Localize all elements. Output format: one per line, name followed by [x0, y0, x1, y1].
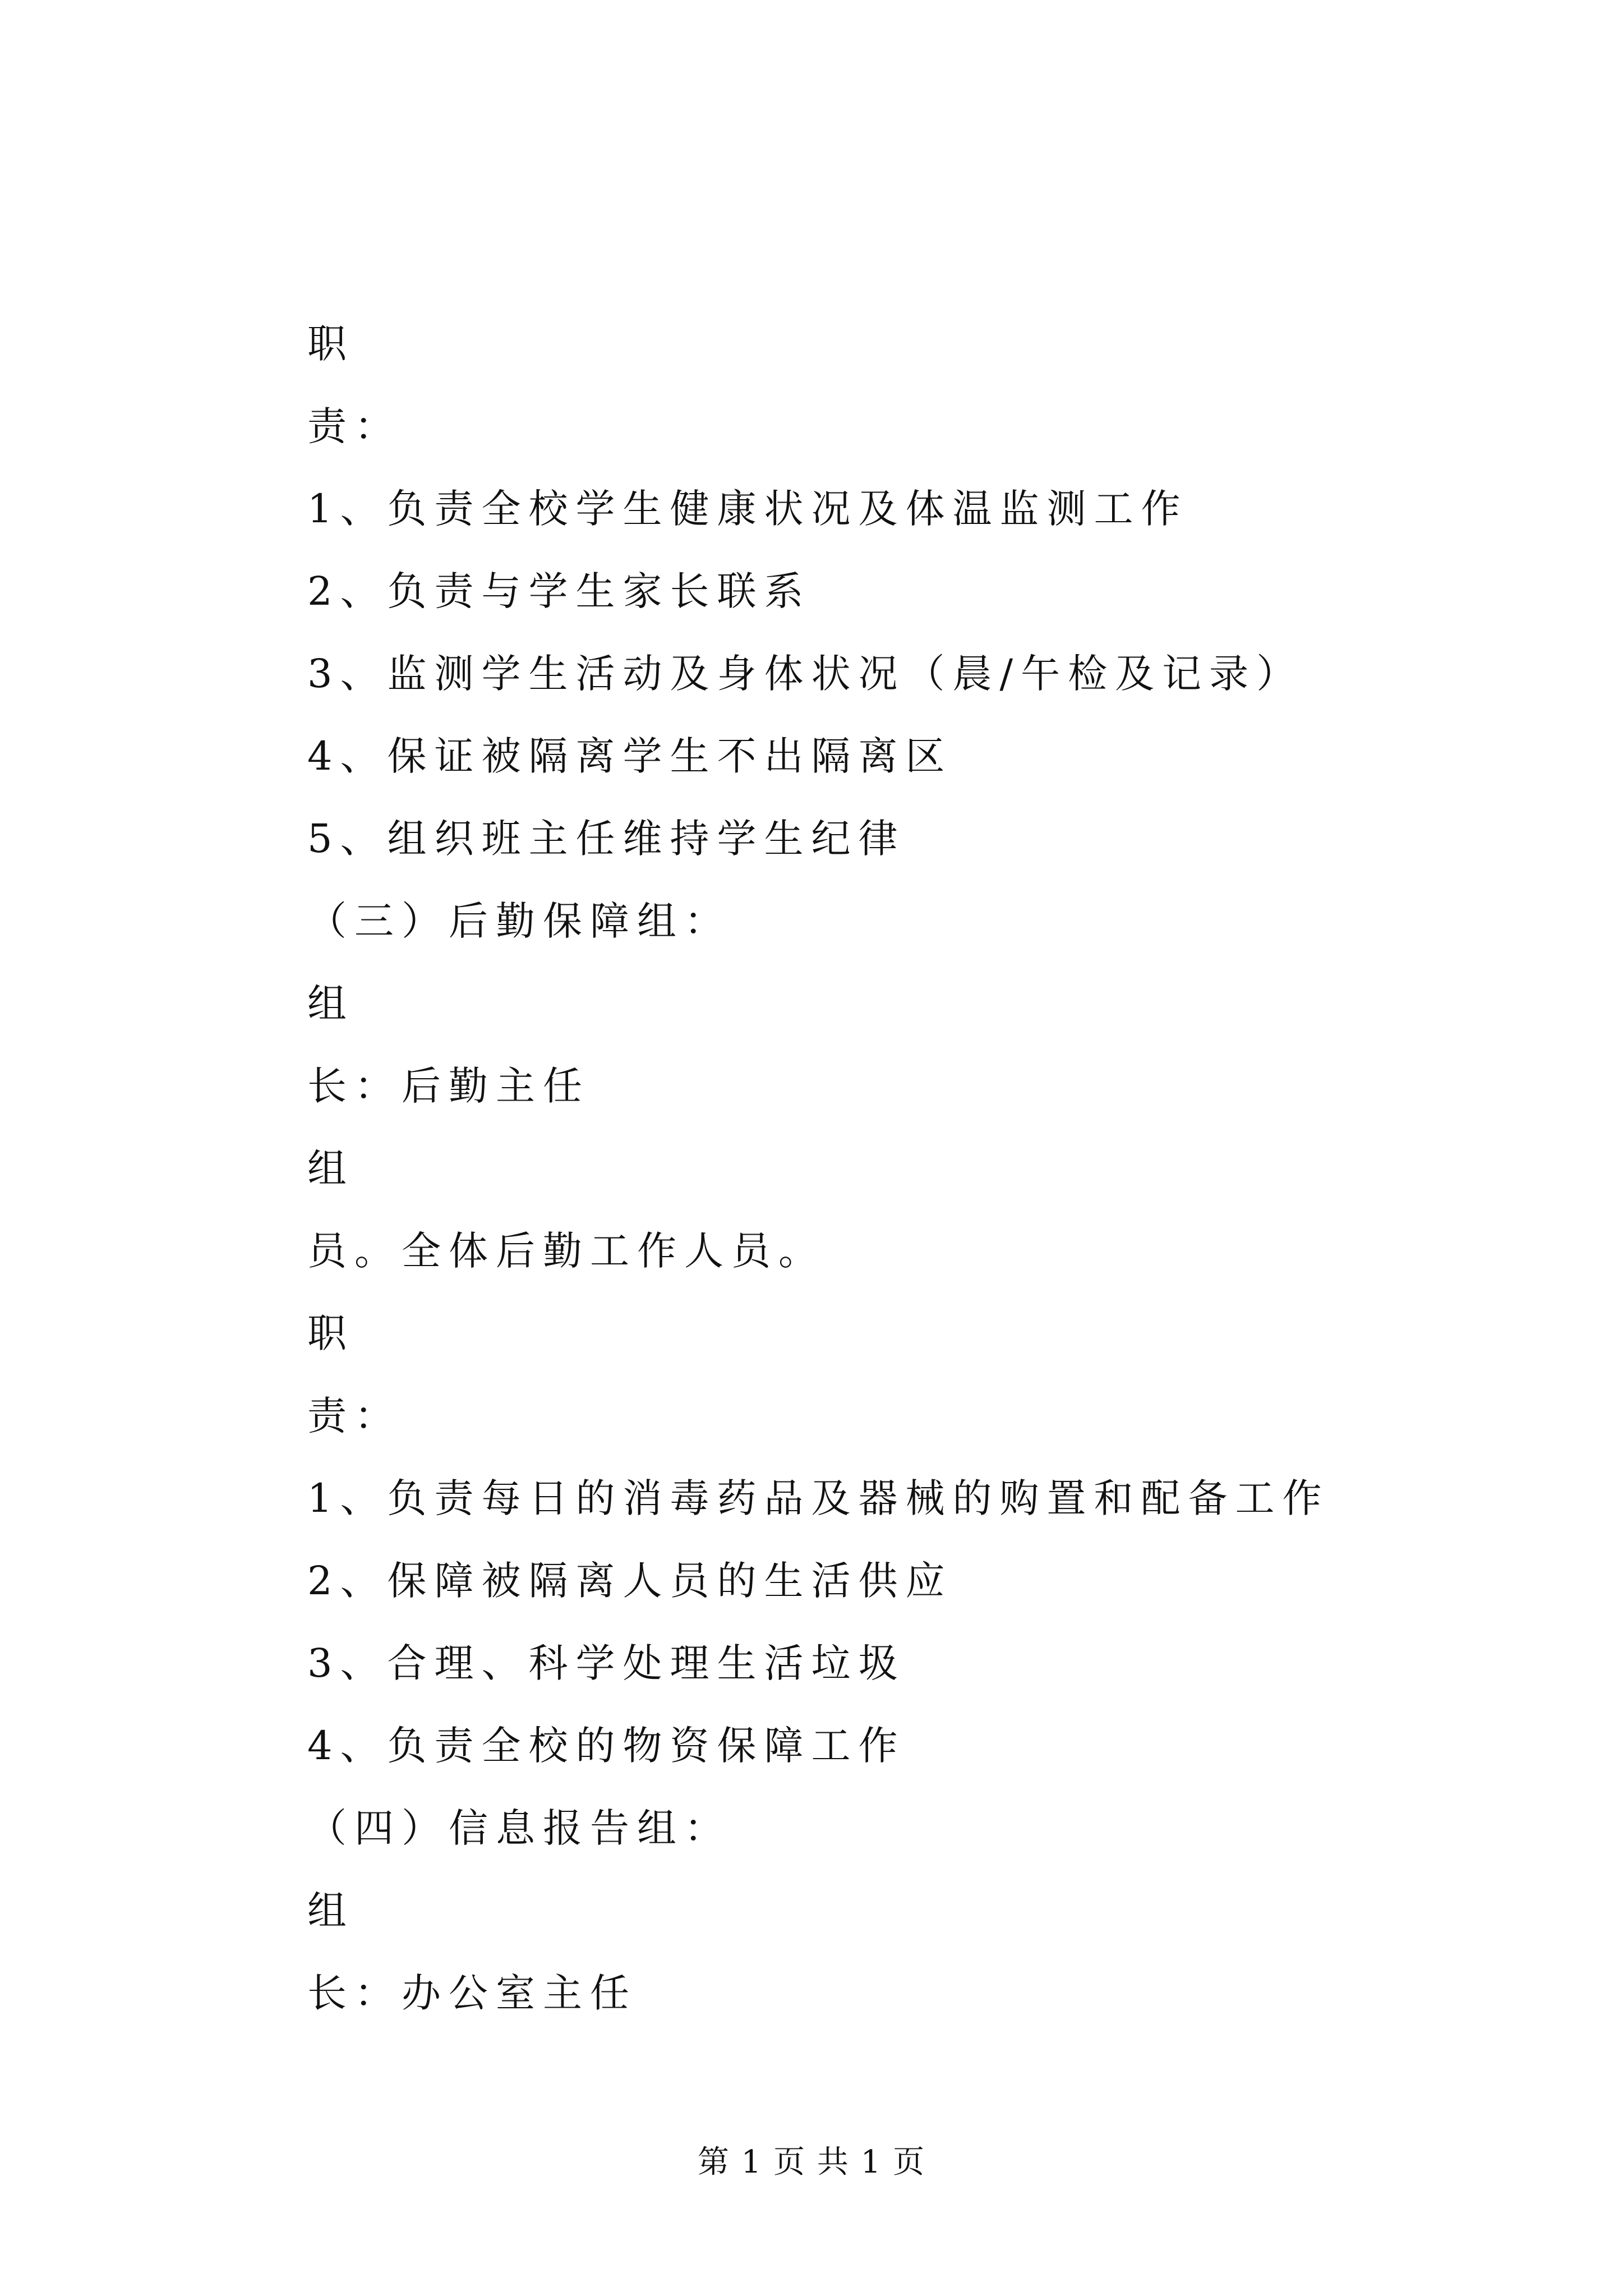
text-line: 职 [307, 1310, 354, 1356]
list-item: 2、保障被隔离人员的生活供应 [307, 1558, 953, 1604]
list-item: 4、保证被隔离学生不出隔离区 [307, 733, 953, 779]
text-line: 员。全体后勤工作人员。 [307, 1228, 826, 1274]
text-line: 职 [307, 321, 354, 367]
list-item: 1、负责全校学生健康状况及体温监测工作 [307, 486, 1188, 532]
section-heading: （三）后勤保障组： [307, 898, 731, 944]
page-footer: 第 1 页 共 1 页 [697, 2144, 926, 2180]
list-item: 3、监测学生活动及身体状况（晨/午检及记录） [307, 651, 1304, 697]
list-item: 5、组织班主任维持学生纪律 [307, 816, 906, 862]
text-line: 组 [307, 1145, 354, 1191]
text-line: 责： [307, 403, 402, 449]
list-item: 3、合理、科学处理生活垃圾 [307, 1640, 906, 1686]
section-heading: （四）信息报告组： [307, 1805, 731, 1851]
document-body [307, 303, 1541, 2035]
text-line: 长：办公室主任 [307, 1970, 637, 2016]
list-item: 1、负责每日的消毒药品及器械的购置和配备工作 [307, 1475, 1330, 1521]
text-line: 组 [307, 981, 354, 1027]
text-line: 组 [307, 1888, 354, 1934]
text-line: 长：后勤主任 [307, 1063, 590, 1109]
list-item: 2、负责与学生家长联系 [307, 568, 811, 614]
text-line: 责： [307, 1393, 402, 1439]
list-item: 4、负责全校的物资保障工作 [307, 1723, 906, 1769]
